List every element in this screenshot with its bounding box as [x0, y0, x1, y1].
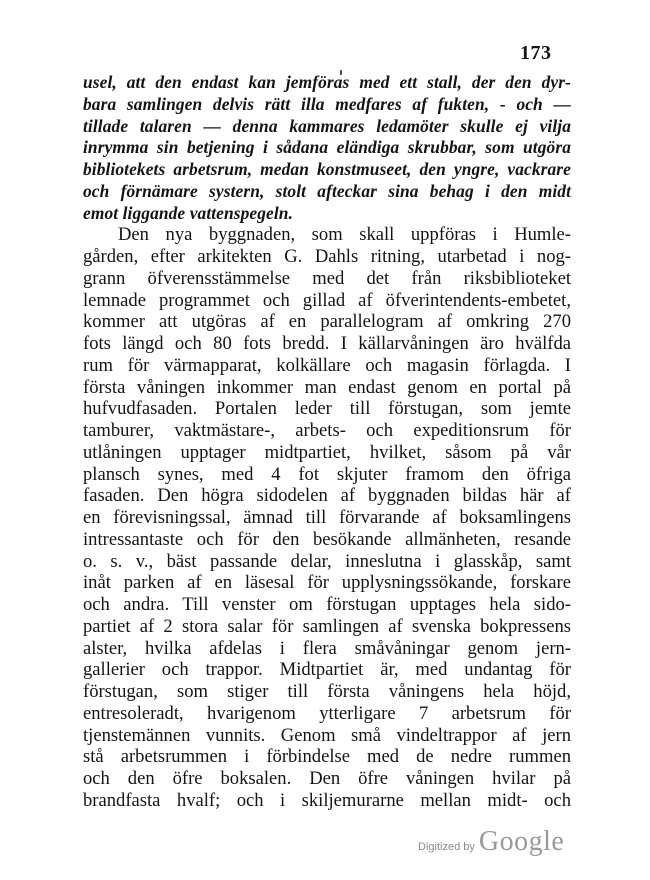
text-line: fasaden. Den högra sidodelen af byggnaden bildas här af [83, 485, 571, 506]
text-line: rum för värmapparat, kolkällare och magasin förlagda. I [83, 355, 571, 376]
text-line: usel, att den endast kan jemföras med ett stall, der den dyr- [83, 72, 571, 92]
text-line: tamburer, vaktmästare-, arbets- och expeditionsrum för [83, 420, 571, 441]
text-line: intressantaste och för den besökande allmänheten, resande [83, 529, 571, 550]
text-line: tillade talaren — denna kammares ledamöter skulle ej vilja [83, 116, 571, 136]
text-line: emot liggande vattenspegeln. [83, 203, 294, 223]
text-line: och förnämare systern, stolt afteckar sina behag i den midt [83, 181, 571, 201]
text-line: alster, hvilka afdelas i flera småvåningar genom jern- [83, 638, 571, 659]
text-line: första våningen inkommer man endast genom en portal på [83, 377, 571, 398]
text-line: och den öfre boksalen. Den öfre våningen hvilar på [83, 768, 571, 789]
text-line: plansch synes, med 4 fot skjuter framom den öfriga [83, 464, 571, 485]
text-line: hufvudfasaden. Portalen leder till förstugan, som jemte [83, 398, 571, 419]
text-line: lemnade programmet och gillad af öfverintendents-embetet, [83, 290, 571, 311]
text-line: gården, efter arkitekten G. Dahls ritning, utarbetad i nog- [83, 246, 571, 267]
text-line: stå arbetsrummen i förbindelse med de nedre rummen [83, 746, 571, 767]
text-line: o. s. v., bäst passande delar, inneslutna i glasskåp, samt [83, 551, 571, 572]
text-line: inåt parken af en läsesal för upplysningssökande, forskare [83, 572, 571, 593]
text-line: entresoleradt, hvarigenom ytterligare 7 arbetsrum för [83, 703, 571, 724]
text-line: fots längd och 80 fots bredd. I källarvåningen äro hvälfda [83, 333, 571, 354]
text-line: kommer att utgöras af en parallelogram af omkring 270 [83, 311, 571, 332]
text-line: Den nya byggnaden, som skall uppföras i Humle- [118, 224, 571, 245]
text-line: inrymma sin betjening i sådana eländiga skrubbar, som utgöra [83, 137, 571, 157]
digitized-label: Digitized by [418, 841, 475, 853]
text-line: bara samlingen delvis rätt illa medfares af fukten, - och — [83, 94, 571, 114]
text-line: tjenstemännen vunnits. Genom små vindeltrappor af jern [83, 725, 571, 746]
digitized-by-google-watermark [418, 826, 564, 858]
text-line: utlåningen upptager midtpartiet, hvilket, såsom på vår [83, 442, 571, 463]
text-line: bibliotekets arbetsrum, medan konstmuseet, den yngre, vackrare [83, 159, 571, 179]
text-line: brandfasta hvalf; och i skiljemurarne mellan midt- och [83, 790, 571, 811]
text-line: och andra. Till venster om förstugan upptages hela sido- [83, 594, 571, 615]
google-logo: Google [478, 826, 565, 857]
text-line: grann öfverensstämmelse med det från riksbiblioteket [83, 268, 571, 289]
text-line: partiet af 2 stora salar för samlingen af svenska bokpressens [83, 616, 571, 637]
text-line: förstugan, som stiger till första våningens hela höjd, [83, 681, 571, 702]
page-number: 173 [520, 42, 552, 64]
text-line: en förevisningssal, ämnad till förvarande af boksamlingens [83, 507, 571, 528]
text-line: gallerier och trappor. Midtpartiet är, med undantag för [83, 659, 571, 680]
